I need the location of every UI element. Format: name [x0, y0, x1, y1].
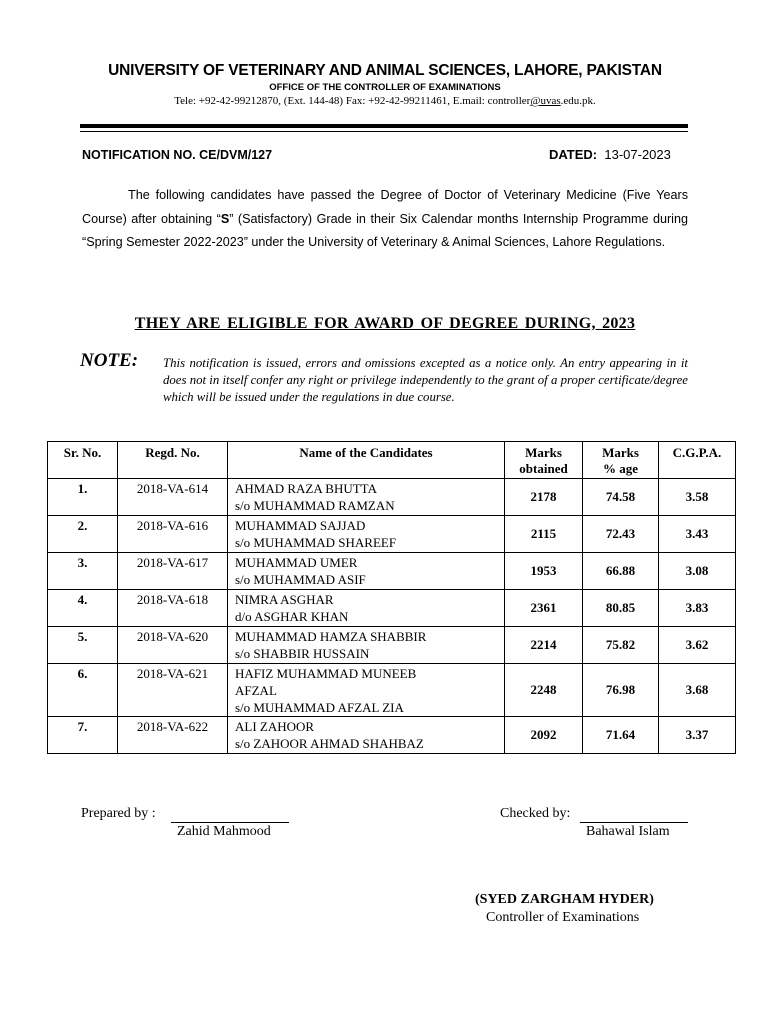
- row-cgpa: 3.68: [659, 664, 736, 717]
- col-candidate-name: Name of the Candidates: [228, 442, 505, 479]
- dated-value: 13-07-2023: [604, 147, 671, 162]
- table-row: [48, 627, 736, 664]
- checked-by-name: Bahawal Islam: [586, 824, 670, 839]
- table-row: [48, 664, 736, 717]
- dated-label: DATED:: [549, 147, 598, 162]
- row-regd: 2018-VA-617: [118, 553, 228, 590]
- row-name: ALI ZAHOOR s/o ZAHOOR AHMAD SHAHBAZ: [228, 717, 505, 754]
- table-row: [48, 717, 736, 754]
- row-name: MUHAMMAD SAJJAD s/o MUHAMMAD SHAREEF: [228, 516, 505, 553]
- row-name: HAFIZ MUHAMMAD MUNEEB AFZAL s/o MUHAMMAD AFZAL ZIA: [228, 664, 505, 717]
- prepared-signature-line: [171, 822, 289, 823]
- col-cgpa: C.G.P.A.: [659, 442, 736, 479]
- row-marks: 2092: [505, 717, 583, 754]
- row-cgpa: 3.08: [659, 553, 736, 590]
- row-name: NIMRA ASGHAR d/o ASGHAR KHAN: [228, 590, 505, 627]
- header-rule-thin: [80, 131, 688, 132]
- checked-signature-line: [580, 822, 688, 823]
- row-sr: 7.: [48, 717, 118, 754]
- row-sr: 1.: [48, 479, 118, 516]
- row-percentage: 71.64: [583, 717, 659, 754]
- row-cgpa: 3.83: [659, 590, 736, 627]
- checked-by-label: Checked by:: [500, 806, 571, 821]
- notification-number: NOTIFICATION NO. CE/DVM/127: [82, 148, 273, 162]
- email-domain-link[interactable]: @uvas: [530, 95, 561, 107]
- table-row: [48, 553, 736, 590]
- row-cgpa: 3.37: [659, 717, 736, 754]
- notification-date: [549, 147, 671, 162]
- row-name: MUHAMMAD UMER s/o MUHAMMAD ASIF: [228, 553, 505, 590]
- row-sr: 3.: [48, 553, 118, 590]
- row-marks: 1953: [505, 553, 583, 590]
- controller-title: Controller of Examinations: [486, 910, 640, 925]
- results-table: [47, 441, 736, 754]
- row-name: MUHAMMAD HAMZA SHABBIR s/o SHABBIR HUSSAIN: [228, 627, 505, 664]
- row-cgpa: 3.58: [659, 479, 736, 516]
- eligibility-heading: THEY ARE ELIGIBLE FOR AWARD OF DEGREE DURING, 2023: [134, 315, 636, 332]
- row-cgpa: 3.62: [659, 627, 736, 664]
- row-sr: 6.: [48, 664, 118, 717]
- header-rule-thick: [80, 124, 688, 128]
- prepared-by-label: Prepared by :: [81, 806, 156, 821]
- row-sr: 2.: [48, 516, 118, 553]
- row-regd: 2018-VA-618: [118, 590, 228, 627]
- prepared-by-name: Zahid Mahmood: [177, 824, 271, 839]
- col-regd-no: Regd. No.: [118, 442, 228, 479]
- col-marks-percentage: Marks % age: [583, 442, 659, 479]
- row-regd: 2018-VA-620: [118, 627, 228, 664]
- row-regd: 2018-VA-621: [118, 664, 228, 717]
- contact-line: [0, 95, 770, 107]
- row-marks: 2361: [505, 590, 583, 627]
- university-title: UNIVERSITY OF VETERINARY AND ANIMAL SCIENCES, LAHORE, PAKISTAN: [108, 62, 662, 79]
- contact-prefix: Tele: +92-42-99212870, (Ext. 144-48) Fax: +92-42-99211461, E.mail: controller: [174, 95, 531, 107]
- row-name: AHMAD RAZA BHUTTA s/o MUHAMMAD RAMZAN: [228, 479, 505, 516]
- col-marks-obtained: Marks obtained: [505, 442, 583, 479]
- table-row: [48, 590, 736, 627]
- office-subtitle: OFFICE OF THE CONTROLLER OF EXAMINATIONS: [269, 82, 501, 93]
- row-sr: 5.: [48, 627, 118, 664]
- note-text: This notification is issued, errors and omissions excepted as a notice only. An entry appearing in it does not in itself confer any right or privilege independently to the grant of a proper certificate/degree which will be issued under the regulations in due course.: [163, 356, 688, 404]
- contact-suffix: .edu.pk.: [560, 95, 596, 107]
- table-row: [48, 516, 736, 553]
- row-percentage: 76.98: [583, 664, 659, 717]
- body-paragraph: [82, 184, 688, 255]
- row-marks: 2214: [505, 627, 583, 664]
- row-regd: 2018-VA-614: [118, 479, 228, 516]
- row-percentage: 74.58: [583, 479, 659, 516]
- row-sr: 4.: [48, 590, 118, 627]
- col-sr-no: Sr. No.: [48, 442, 118, 479]
- note-label: NOTE:: [80, 350, 139, 371]
- paragraph-part2: ” (Satisfactory) Grade in their Six Calendar months Internship Programme during “Spring Semester 2022-2023” under the University of Veterinary & Animal Sciences, Lahore Regulations.: [82, 211, 688, 249]
- row-percentage: 80.85: [583, 590, 659, 627]
- row-percentage: 72.43: [583, 516, 659, 553]
- table-row: [48, 479, 736, 516]
- grade-letter: S: [220, 211, 230, 226]
- table-header-row: [48, 442, 736, 479]
- row-marks: 2115: [505, 516, 583, 553]
- row-marks: 2178: [505, 479, 583, 516]
- row-regd: 2018-VA-616: [118, 516, 228, 553]
- row-cgpa: 3.43: [659, 516, 736, 553]
- row-percentage: 75.82: [583, 627, 659, 664]
- row-percentage: 66.88: [583, 553, 659, 590]
- row-marks: 2248: [505, 664, 583, 717]
- controller-name: (SYED ZARGHAM HYDER): [475, 892, 654, 907]
- row-regd: 2018-VA-622: [118, 717, 228, 754]
- paragraph-part1: The following candidates have passed the Degree of Doctor of Veterinary Medicine (Five Years Course) after obtaining “: [82, 188, 688, 226]
